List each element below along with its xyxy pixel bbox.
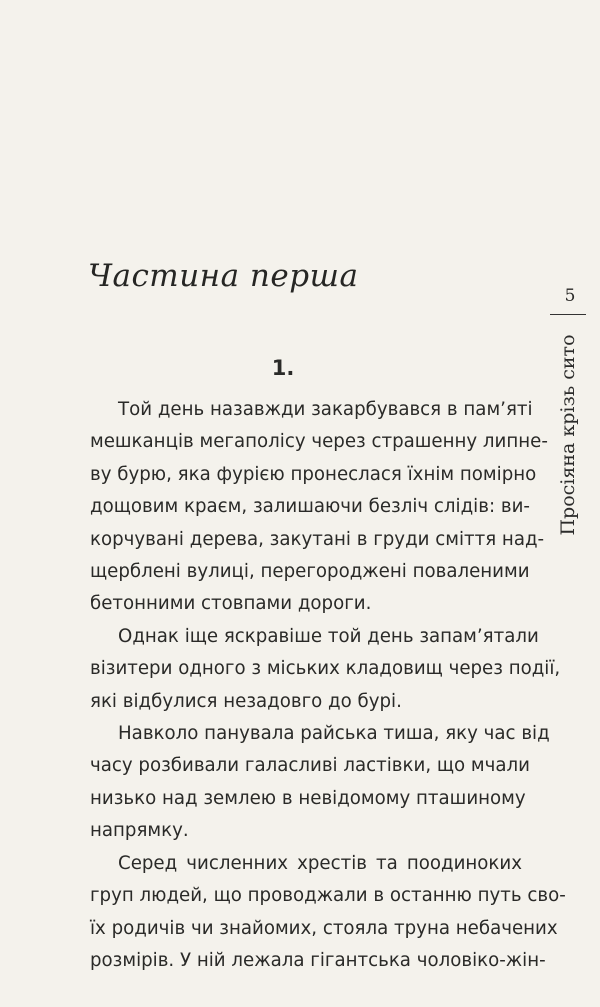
text-line: Навколо панувала райська тиша, яку час від bbox=[118, 723, 550, 745]
text-line: Однак іще яскравіше той день запам’ятали bbox=[118, 625, 539, 647]
text-line: часу розбивали галасливі ластівки, що мчали bbox=[90, 755, 530, 777]
text-line: розмірів. У ній лежала гігантська чоловіко-жін- bbox=[90, 949, 546, 971]
text-line: бетонними стовпами дороги. bbox=[90, 593, 372, 615]
text-line: візитери одного з міських кладовищ через події, bbox=[90, 658, 561, 680]
text-line: напрямку. bbox=[90, 820, 189, 842]
text-line: які відбулися незадовго до бурі. bbox=[90, 690, 402, 712]
text-line: мешканців мегаполісу через страшенну липне- bbox=[90, 431, 548, 453]
text-line: їх родичів чи знайомих, стояла труна небачених bbox=[90, 917, 558, 939]
page-number: 5 bbox=[564, 286, 576, 306]
chapter-number: 1. bbox=[271, 356, 295, 380]
text-line: щерблені вулиці, перегороджені поваленими bbox=[90, 561, 530, 583]
text-line: Той день назавжди закарбувався в пам’яті bbox=[118, 399, 533, 420]
text-line: Серед численних хрестів та поодиноких bbox=[118, 852, 522, 874]
text-line: груп людей, що проводжали в останню путь сво- bbox=[90, 885, 566, 907]
running-title: Просіяна крізь сито bbox=[557, 334, 579, 536]
text-line: низько над землею в невідомому пташиному bbox=[90, 787, 526, 809]
page-number-rule bbox=[550, 314, 586, 315]
text-line: корчувані дерева, закутані в груди сміття над- bbox=[90, 528, 545, 550]
text-line: ву бурю, яка фурією пронеслася їхнім помірно bbox=[90, 463, 537, 485]
part-title: Частина перша bbox=[88, 258, 359, 294]
text-line: дощовим краєм, залишаючи безліч слідів: ви- bbox=[90, 496, 530, 518]
body-text bbox=[90, 394, 566, 977]
